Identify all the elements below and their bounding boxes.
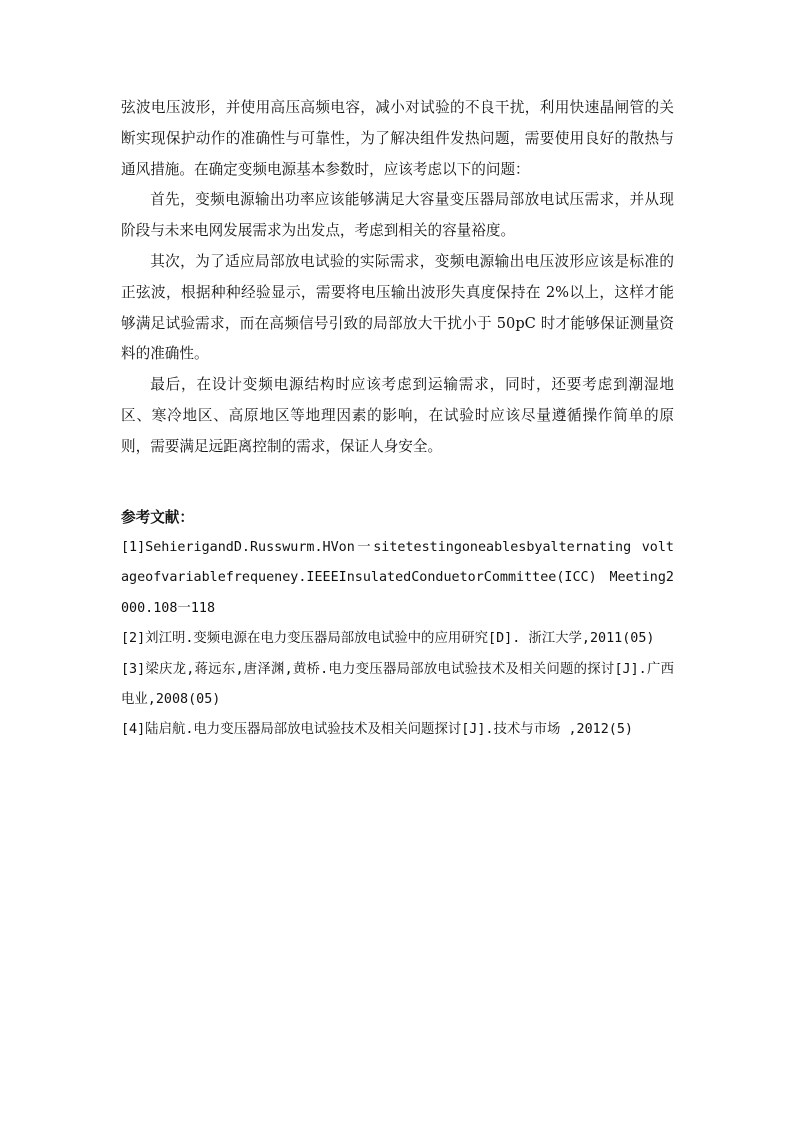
references-list (121, 533, 674, 746)
references-title: 参考文献： (121, 509, 194, 526)
paragraph-last: 最后，在设计变频电源结构时应该考虑到运输需求，同时，还要考虑到潮湿地区、寒冷地区、高原地区等地理因素的影响，在试验时应该尽量遵循操作简单的原则，需要满足远距离控制的需求，保证人身安全。 (121, 376, 674, 455)
reference-item-2: [2]刘江明.变频电源在电力变压器局部放电试验中的应用研究[D]. 浙江大学,2011(05) (121, 631, 655, 647)
reference-item-4: [4]陆启航.电力变压器局部放电试验技术及相关问题探讨[J].技术与市场 ,2012(5) (121, 722, 633, 738)
reference-item-1: [1]SehierigandD.Russwurm.HVon一sitetestingoneablesbyalternating voltageofvariablefrequeney.IEEEInsulatedConduetorCommittee(ICC) Meeting2000.108一118 (121, 540, 674, 616)
paragraph-first: 首先，变频电源输出功率应该能够满足大容量变压器局部放电试压需求，并从现阶段与未来电网发展需求为出发点，考虑到相关的容量裕度。 (121, 191, 674, 240)
paragraph-second: 其次，为了适应局部放电试验的实际需求，变频电源输出电压波形应该是标准的正弦波，根据种种经验显示，需要将电压输出波形失真度保持在 2%以上，这样才能够满足试验需求，而在高频信号引致的局部放大干扰小于 50pC 时才能够保证测量资料的准确性。 (121, 252, 674, 363)
body-text (121, 93, 674, 463)
reference-item-3: [3]梁庆龙,蒋远东,唐泽渊,黄桥.电力变压器局部放电试验技术及相关问题的探讨[J].广西电业,2008(05) (121, 661, 674, 708)
paragraph-continuation: 弦波电压波形，并使用高压高频电容，减小对试验的不良干扰，利用快速晶闸管的关断实现保护动作的准确性与可靠性，为了解决组件发热问题，需要使用良好的散热与通风措施。在确定变频电源基本参数时，应该考虑以下的问题： (121, 99, 674, 178)
